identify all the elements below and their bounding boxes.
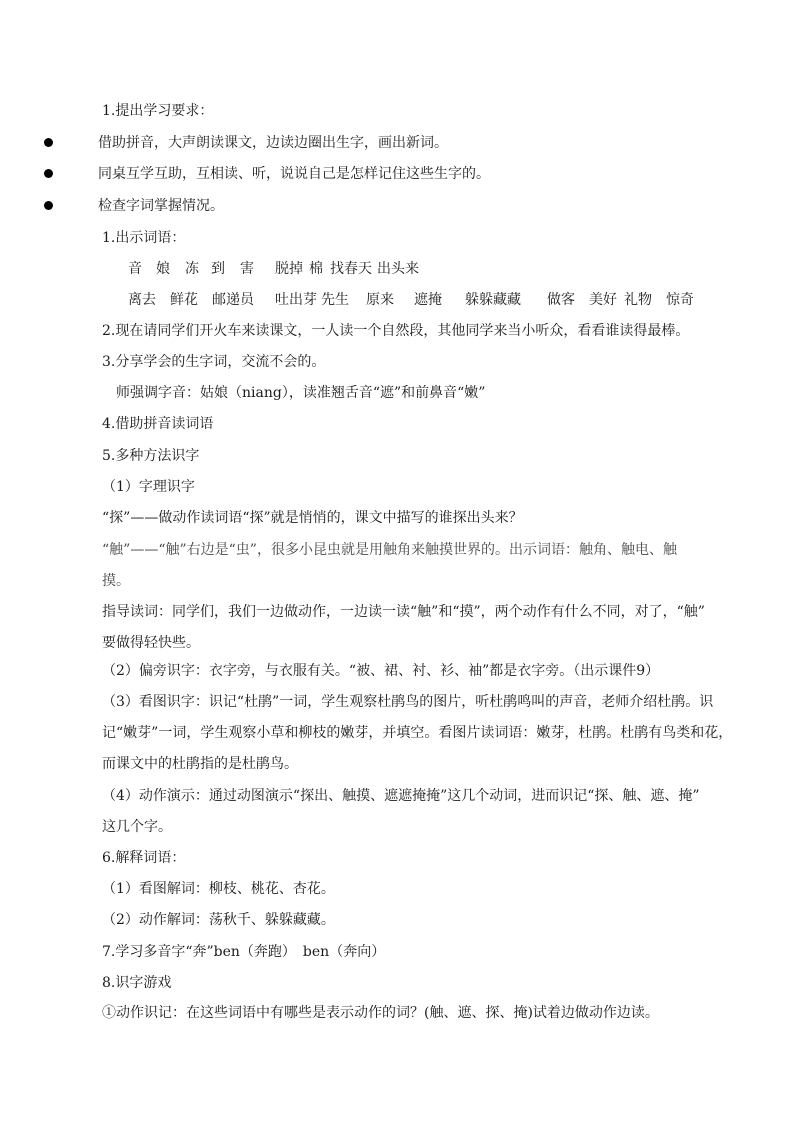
pronunciation-note: 师强调字音：姑娘（niang），读准翘舌音“遮”和前鼻音“嫩” bbox=[116, 385, 486, 401]
bullet-icon bbox=[44, 138, 53, 147]
word: 惊奇 bbox=[666, 292, 694, 308]
step-4: 4.借助拼音读词语 bbox=[102, 416, 214, 432]
word: 到 bbox=[211, 261, 225, 277]
word: 脱掉 bbox=[275, 261, 303, 277]
word: 冻 bbox=[185, 261, 199, 277]
step-3: 3.分享学会的生字词，交流不会的。 bbox=[102, 354, 326, 370]
bullet-icon bbox=[44, 169, 53, 178]
word: 吐出芽 bbox=[275, 292, 317, 308]
show-words-heading: 1.出示词语： bbox=[102, 230, 186, 246]
method-1-heading: （1）字理识字 bbox=[102, 479, 195, 495]
bullet-icon bbox=[44, 201, 53, 210]
bullet-item-2: 同桌互学互助，互相读、听，说说自己是怎样记住这些生字的。 bbox=[98, 166, 490, 182]
word: 音 bbox=[128, 261, 142, 277]
game-1: ①动作识记：在这些词语中有哪些是表示动作的词？(触、遮、探、掩)试着边做动作边读。 bbox=[102, 1005, 659, 1021]
step-1-heading: 1.提出学习要求： bbox=[102, 103, 214, 119]
word: 礼物 bbox=[624, 292, 652, 308]
bullet-item-3: 检查字词掌握情况。 bbox=[98, 198, 224, 214]
method-3-cont-1: 记“嫩芽”一词，学生观察小草和柳枝的嫩芽，并填空。看图片读词语：嫩芽，杜鹃。杜鹃有鸟类和花， bbox=[102, 725, 733, 741]
step-5: 5.多种方法识字 bbox=[102, 448, 200, 464]
word: 遮掩 bbox=[414, 292, 442, 308]
method-2: （2）偏旁识字：衣字旁，与衣服有关。“被、裙、衬、衫、袖”都是衣字旁。（出示课件9） bbox=[102, 663, 660, 679]
method-3-cont-2: 而课文中的杜鹃指的是杜鹃鸟。 bbox=[102, 756, 298, 772]
guided-reading: 指导读词：同学们，我们一边做动作，一边读一读“触”和“摸”，两个动作有什么不同，对了，“触” bbox=[102, 604, 705, 620]
method-1-tan: “探”——做动作读词语“探”就是悄悄的，课文中描写的谁探出头来？ bbox=[102, 510, 523, 526]
method-3: （3）看图识字：识记“杜鹃”一词，学生观察杜鹃鸟的图片，听杜鹃鸣叫的声音，老师介绍杜鹃。识 bbox=[102, 694, 714, 710]
word: 出头来 bbox=[377, 261, 419, 277]
word: 邮递员 bbox=[212, 292, 254, 308]
explain-2: （2）动作解词：荡秋千、躲躲藏藏。 bbox=[102, 912, 335, 928]
word: 鲜花 bbox=[170, 292, 198, 308]
step-8: 8.识字游戏 bbox=[102, 975, 172, 991]
word: 美好 bbox=[589, 292, 617, 308]
word: 原来 bbox=[366, 292, 394, 308]
word: 害 bbox=[240, 261, 254, 277]
word: 先生 bbox=[321, 292, 349, 308]
word: 娘 bbox=[156, 261, 170, 277]
word: 做客 bbox=[547, 292, 575, 308]
method-4: （4）动作演示：通过动图演示“探出、触摸、遮遮掩掩”这几个动词，进而识记“探、触、遮、掩” bbox=[102, 788, 700, 804]
word: 离去 bbox=[128, 292, 156, 308]
step-6: 6.解释词语： bbox=[102, 850, 186, 866]
method-1-chu-cont: 摸。 bbox=[102, 573, 130, 589]
method-4-cont: 这几个字。 bbox=[102, 819, 172, 835]
method-1-chu: “触”——“触”右边是“虫”，很多小昆虫就是用触角来触摸世界的。出示词语：触角、触电、触 bbox=[102, 542, 677, 558]
bullet-item-1: 借助拼音，大声朗读课文，边读边圈出生字，画出新词。 bbox=[98, 135, 448, 151]
step-7: 7.学习多音字“奔”ben（奔跑） ben（奔向） bbox=[102, 944, 386, 960]
guided-reading-cont: 要做得轻快些。 bbox=[102, 635, 200, 651]
step-2: 2.现在请同学们开火车来读课文，一人读一个自然段，其他同学来当小听众，看看谁读得最棒。 bbox=[102, 323, 690, 339]
word: 找春天 bbox=[330, 261, 372, 277]
word: 棉 bbox=[309, 261, 323, 277]
word: 躲躲藏藏 bbox=[465, 292, 521, 308]
explain-1: （1）看图解词：柳枝、桃花、杏花。 bbox=[102, 881, 335, 897]
